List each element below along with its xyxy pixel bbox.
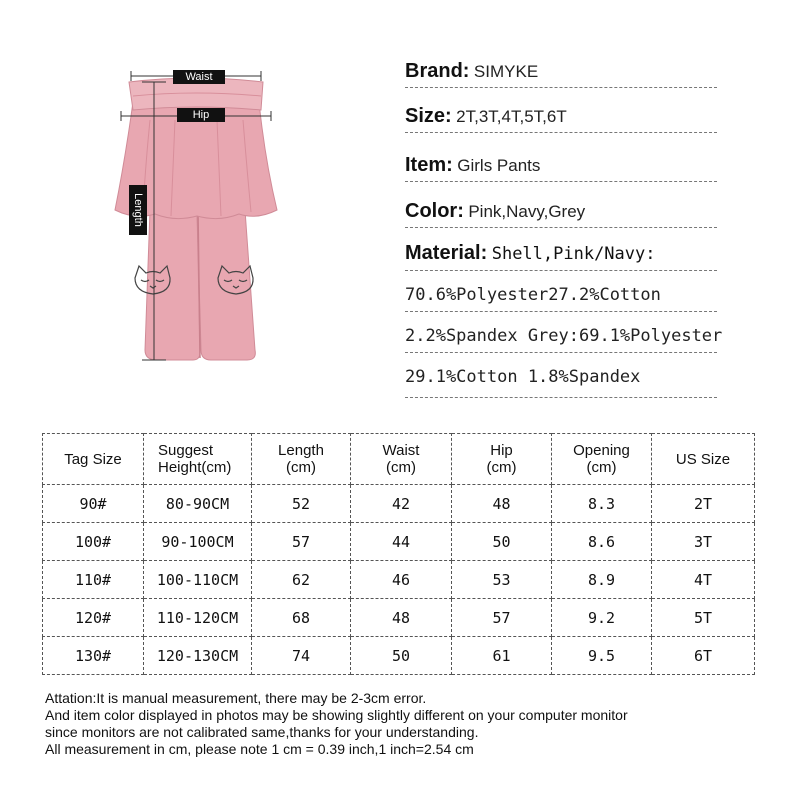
cell-us-size: 3T xyxy=(652,523,755,561)
header-tag-size: Tag Size xyxy=(42,433,144,485)
cell-height: 120-130CM xyxy=(144,637,252,675)
cell-length: 68 xyxy=(252,599,351,637)
cell-us-size: 6T xyxy=(652,637,755,675)
product-image xyxy=(105,60,285,370)
header-opening: Opening (cm) xyxy=(552,433,652,485)
spec-color: Color: Pink,Navy,Grey xyxy=(405,200,717,228)
cell-tag-size: 130# xyxy=(42,637,144,675)
cell-opening: 9.2 xyxy=(552,599,652,637)
spec-material: Material: Shell,Pink/Navy: xyxy=(405,242,717,271)
table-row xyxy=(42,599,755,637)
cell-opening: 8.6 xyxy=(552,523,652,561)
cell-opening: 8.9 xyxy=(552,561,652,599)
spec-material-line-2: 2.2%Spandex Grey:69.1%Polyester xyxy=(405,326,717,353)
header-waist: Waist (cm) xyxy=(351,433,452,485)
table-row xyxy=(42,523,755,561)
cell-waist: 46 xyxy=(351,561,452,599)
cell-height: 100-110CM xyxy=(144,561,252,599)
cell-length: 74 xyxy=(252,637,351,675)
cell-waist: 42 xyxy=(351,485,452,523)
header-length: Length (cm) xyxy=(252,433,351,485)
right-leg xyxy=(197,210,255,360)
header-us-size: US Size xyxy=(652,433,755,485)
note-line: since monitors are not calibrated same,thanks for your understanding. xyxy=(45,724,479,740)
cell-tag-size: 110# xyxy=(42,561,144,599)
spec-brand: Brand: SIMYKE xyxy=(405,60,717,88)
table-row xyxy=(42,561,755,599)
note-line: Attation:It is manual measurement, there may be 2-3cm error. xyxy=(45,690,427,706)
spec-material-line-3: 29.1%Cotton 1.8%Spandex xyxy=(405,367,717,398)
hip-label: Hip xyxy=(177,108,225,122)
spec-material-line-1: 70.6%Polyester27.2%Cotton xyxy=(405,285,717,312)
cell-length: 57 xyxy=(252,523,351,561)
cell-tag-size: 120# xyxy=(42,599,144,637)
table-row xyxy=(42,485,755,523)
cell-tag-size: 90# xyxy=(42,485,144,523)
table-row xyxy=(42,637,755,675)
cell-us-size: 2T xyxy=(652,485,755,523)
cell-waist: 50 xyxy=(351,637,452,675)
cell-hip: 53 xyxy=(452,561,552,599)
measurement-note xyxy=(45,690,775,758)
note-line: All measurement in cm, please note 1 cm = 0.39 inch,1 inch=2.54 cm xyxy=(45,741,474,757)
spec-item: Item: Girls Pants xyxy=(405,154,717,182)
length-label: Length xyxy=(129,185,147,235)
cell-hip: 50 xyxy=(452,523,552,561)
cell-tag-size: 100# xyxy=(42,523,144,561)
cell-hip: 48 xyxy=(452,485,552,523)
cell-opening: 9.5 xyxy=(552,637,652,675)
cell-height: 90-100CM xyxy=(144,523,252,561)
cell-waist: 48 xyxy=(351,599,452,637)
cell-length: 62 xyxy=(252,561,351,599)
cell-height: 80-90CM xyxy=(144,485,252,523)
cell-height: 110-120CM xyxy=(144,599,252,637)
cell-us-size: 5T xyxy=(652,599,755,637)
cell-opening: 8.3 xyxy=(552,485,652,523)
table-header-row xyxy=(42,433,755,485)
header-hip: Hip (cm) xyxy=(452,433,552,485)
cell-us-size: 4T xyxy=(652,561,755,599)
note-line: And item color displayed in photos may be showing slightly different on your computer monitor xyxy=(45,707,628,723)
cell-hip: 57 xyxy=(452,599,552,637)
left-leg xyxy=(145,210,200,360)
cell-waist: 44 xyxy=(351,523,452,561)
spec-size: Size: 2T,3T,4T,5T,6T xyxy=(405,105,717,133)
cell-hip: 61 xyxy=(452,637,552,675)
header-suggest-height: Suggest Height(cm) xyxy=(144,433,252,485)
size-chart-table xyxy=(42,433,755,675)
cell-length: 52 xyxy=(252,485,351,523)
waist-label: Waist xyxy=(173,70,225,84)
